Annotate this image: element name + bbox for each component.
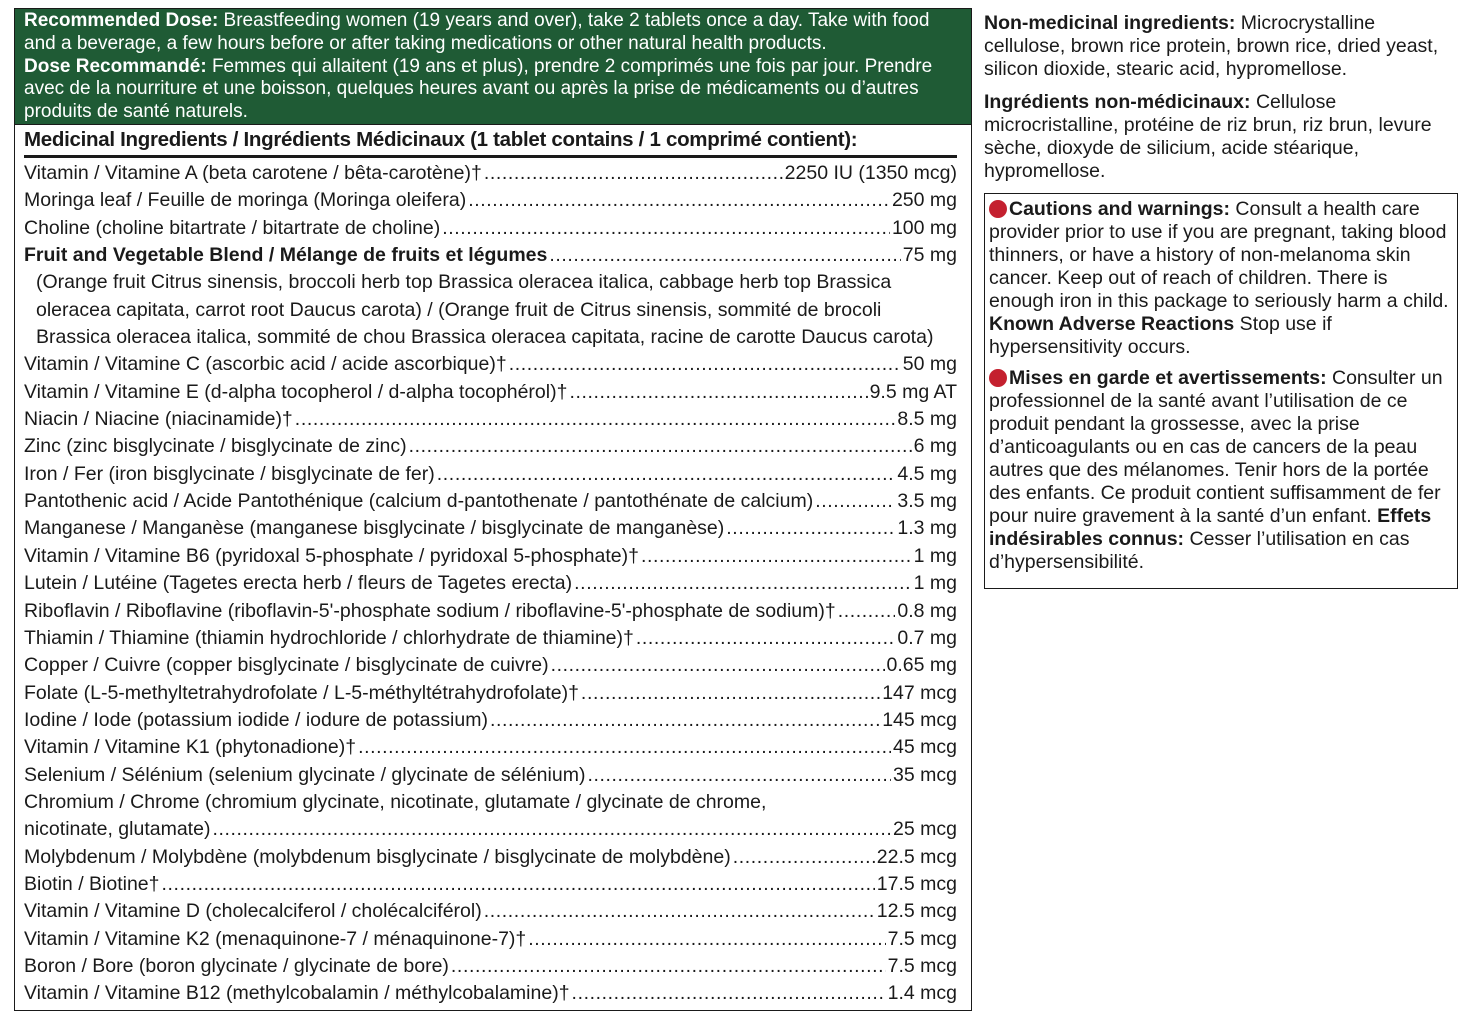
ingredient-amount: 45 mcg [893,736,957,759]
ingredient-amount: 22.5 mcg [876,845,957,868]
ingredient-amount: 17.5 mcg [876,872,957,895]
ingredient-row [24,652,957,679]
ingredient-amount: 100 mg [891,216,957,239]
ingredient-name: Lutein / Lutéine (Tagetes erecta herb / fleurs de Tagetes erecta) [24,572,573,595]
ingredient-name: Iron / Fer (iron bisglycinate / bisglycinate de fer) [24,462,435,485]
ingredient-name: Biotin / Biotine† [24,872,160,895]
ingredient-amount: 7.5 mcg [887,927,957,950]
dot-leader [442,215,890,242]
dot-leader [581,680,880,707]
non-medicinal-en-text: Microcrystalline cellulose, brown rice protein, brown rice, dried yeast, silicon dioxide, stearic acid, hypromellose. [984,12,1439,80]
ingredient-name: Niacin / Niacine (niacinamide)† [24,408,293,431]
cautions-fr-label: Mises en garde et avertissements: [1009,367,1327,389]
ingredient-row [24,762,957,789]
ingredient-row [24,242,957,269]
ingredient-name: Vitamin / Vitamine K2 (menaquinone-7 / ménaquinone-7)† [24,927,527,950]
ingredient-name: Vitamin / Vitamine D (cholecalciferol / cholécalciférol) [24,900,482,923]
ingredient-name: Thiamin / Thiamine (thiamin hydrochloride / chlorhydrate de thiamine)† [24,626,634,649]
ingredient-amount: 0.8 mg [897,599,957,622]
ingredient-name: Manganese / Manganèse (manganese bisglycinate / bisglycinate de manganèse) [24,517,725,540]
ingredient-name: Vitamin / Vitamine C (ascorbic acid / acide ascorbique)† [24,353,507,376]
ingredient-row [24,543,957,570]
ingredient-chromium-line: Chromium / Chrome (chromium glycinate, nicotinate, glutamate / glycinate de chrome, [24,790,767,813]
ingredient-row [24,680,957,707]
ingredient-amount: 1.4 mcg [887,982,957,1005]
ingredient-row [24,598,957,625]
ingredient-row [24,926,957,953]
cautions-en [989,198,1451,359]
ingredient-row [24,980,957,1007]
non-medicinal-fr-label: Ingrédients non-médicinaux: [984,91,1251,113]
ingredient-amount: 0.65 mg [886,654,957,677]
ingredient-row [24,816,957,843]
ingredient-name: Pantothenic acid / Acide Pantothénique (calcium d-pantothenate / pantothénate de calcium) [24,490,814,513]
dot-leader [636,625,896,652]
dose-fr-label: Dose Recommandé: [24,55,207,77]
ingredient-row [24,898,957,925]
dot-leader [162,871,875,898]
ingredient-amount: 2250 IU (1350 mcg) [784,162,957,184]
ingredient-row [24,433,957,460]
non-medicinal-en-label: Non-medicinal ingredients: [984,12,1236,34]
ingredient-name: nicotinate, glutamate) [24,818,211,841]
ingredient-amount: 7.5 mcg [887,954,957,977]
adverse-fr-label: Effets indésirables connus: [989,505,1432,550]
recommended-dose-panel [14,8,972,125]
blend-description-line: oleracea capitata, carrot root Daucus carota) / (Orange fruit de Citrus sinensis, sommité de brocoli [36,298,882,321]
dot-leader [451,953,886,980]
ingredient-amount: 12.5 mcg [876,900,957,923]
warning-dot-icon [989,200,1007,218]
ingredient-amount: 9.5 mg AT [869,380,957,403]
dot-leader [574,570,911,597]
ingredient-amount: 250 mg [891,189,957,212]
dot-leader [468,187,890,214]
ingredient-amount: 145 mcg [882,708,957,731]
dot-leader [358,734,891,761]
dot-leader [484,898,875,925]
ingredient-amount: 35 mcg [893,763,957,786]
ingredient-amount: 1 mg [913,572,957,595]
cautions-fr-text: Consulter un professionnel de la santé avant l’utilisation de ce produit pendant la grossesse, avec la prise d’anticoagulants ou en cas de cancers de la peau autres que des mélanomes. Tenir hors de la portée des enfants. Ce produit contient suffisamment de fer pour nuire gravement à la santé d’un enfant. [989,367,1443,527]
dot-leader [551,652,885,679]
non-medicinal-en [984,12,1458,81]
dot-leader [815,488,895,515]
ingredient-amount: 1 mg [913,544,957,567]
dot-leader [726,515,895,542]
ingredient-amount: 147 mcg [882,681,957,704]
dot-leader [484,160,783,187]
cautions-fr [989,367,1451,574]
ingredient-row [24,187,957,214]
ingredient-name: Vitamin / Vitamine K1 (phytonadione)† [24,736,357,759]
ingredient-amount: 50 mg [902,353,957,376]
ingredient-row [24,734,957,761]
ingredient-name: Fruit and Vegetable Blend / Mélange de fruits et légumes [24,244,548,267]
dose-en-text: Breastfeeding women (19 years and over), take 2 tablets once a day. Take with food and a beverage, a few hours before or after taking medications or other natural health products. [24,10,930,54]
ingredient-row [24,379,957,406]
ingredient-row [24,160,957,187]
medicinal-ingredients-header: Medicinal Ingredients / Ingrédients Médicinaux (1 tablet contains / 1 comprimé contient): [24,127,957,158]
ingredient-row [24,707,957,734]
ingredient-amount: 25 mcg [893,818,957,841]
ingredient-amount: 4.5 mg [897,462,957,485]
ingredient-name: Choline (choline bitartrate / bitartrate de choline) [24,216,441,239]
ingredient-amount: 8.5 mg [897,408,957,431]
dose-en-label: Recommended Dose: [24,10,219,31]
adverse-en-text: Stop use if hypersensitivity occurs. [989,313,1332,358]
left-column [14,8,972,1011]
ingredient-amount: 3.5 mg [897,490,957,513]
ingredient-row [24,953,957,980]
ingredient-name: Selenium / Sélénium (selenium glycinate / glycinate de sélénium) [24,763,586,786]
dot-leader [641,543,912,570]
non-medicinal-fr [984,91,1458,183]
ingredient-name: Molybdenum / Molybdène (molybdenum bisglycinate / bisglycinate de molybdène) [24,845,731,868]
medicinal-ingredients-table [14,125,972,1011]
ingredient-rows [24,160,957,1008]
ingredient-name: Moringa leaf / Feuille de moringa (Moringa oleifera) [24,189,467,212]
dose-fr-text: Femmes qui allaitent (19 ans et plus), prendre 2 comprimés une fois par jour. Prendre avec de la nourriture et une boisson, quelques heures avant ou après la prise de médicaments ou d’autres produits de santé naturels. [24,55,933,123]
ingredient-name: Zinc (zinc bisglycinate / bisglycinate de zinc) [24,435,407,458]
ingredient-name: Iodine / Iode (potassium iodide / iodure de potassium) [24,708,488,731]
dot-leader [572,980,886,1007]
ingredient-name: Vitamin / Vitamine B12 (methylcobalamin / méthylcobalamine)† [24,982,570,1005]
ingredient-name: Boron / Bore (boron glycinate / glycinate de bore) [24,954,449,977]
dot-leader [437,461,896,488]
ingredient-name: Folate (L-5-methyltetrahydrofolate / L-5-méthyltétrahydrofolate)† [24,681,579,704]
adverse-en-label: Known Adverse Reactions [989,313,1235,335]
dot-leader [587,762,891,789]
dot-leader [509,351,901,378]
ingredient-row [24,215,957,242]
dot-leader [733,844,875,871]
blend-description-line: Brassica oleracea italica, sommité de chou Brassica oleracea capitata, racine de carotte Daucus carota) [36,326,934,349]
right-column [984,12,1458,589]
ingredient-amount: 1.3 mg [897,517,957,540]
dot-leader [528,926,885,953]
ingredient-name: Vitamin / Vitamine B6 (pyridoxal 5-phosphate / pyridoxal 5-phosphate)† [24,544,639,567]
ingredient-name: Vitamin / Vitamine A (beta carotene / bêta-carotène)† [24,162,482,184]
dot-leader [409,433,912,460]
dot-leader [549,242,900,269]
ingredient-amount: 75 mg [902,244,957,267]
warning-dot-icon [989,369,1007,387]
cautions-box [984,193,1458,589]
ingredient-row [24,570,957,597]
ingredient-amount: 0.7 mg [897,626,957,649]
cautions-en-text: Consult a health care provider prior to use if you are pregnant, taking blood thinners, or have a history of non-melanoma skin cancer. Keep out of reach of children. There is enough iron in this package to seriously harm a child. [989,198,1449,312]
ingredient-row [24,844,957,871]
dot-leader [838,598,896,625]
ingredient-row [24,488,957,515]
ingredient-row [24,351,957,378]
non-medicinal-fr-text: Cellulose microcristalline, protéine de riz brun, riz brun, levure sèche, dioxyde de silicium, acide stéarique, hypromellose. [984,91,1432,182]
ingredient-name: Vitamin / Vitamine E (d-alpha tocopherol / d-alpha tocophérol)† [24,380,568,403]
dot-leader [212,816,891,843]
ingredient-row [24,625,957,652]
ingredient-row [24,461,957,488]
blend-description-line: (Orange fruit Citrus sinensis, broccoli herb top Brassica oleracea italica, cabbage herb top Brassica [36,271,892,294]
ingredient-row [24,406,957,433]
dot-leader [569,379,867,406]
ingredient-amount: 6 mg [913,435,957,458]
ingredient-row [24,871,957,898]
ingredient-name: Riboflavin / Riboflavine (riboflavin-5'-phosphate sodium / riboflavine-5'-phosphate de sodium)† [24,599,836,622]
dot-leader [295,406,896,433]
adverse-fr-text: Cesser l’utilisation en cas d’hypersensibilité. [989,528,1410,573]
ingredient-name: Copper / Cuivre (copper bisglycinate / bisglycinate de cuivre) [24,654,549,677]
cautions-en-label: Cautions and warnings: [1009,198,1231,220]
ingredient-row [24,515,957,542]
dot-leader [490,707,880,734]
